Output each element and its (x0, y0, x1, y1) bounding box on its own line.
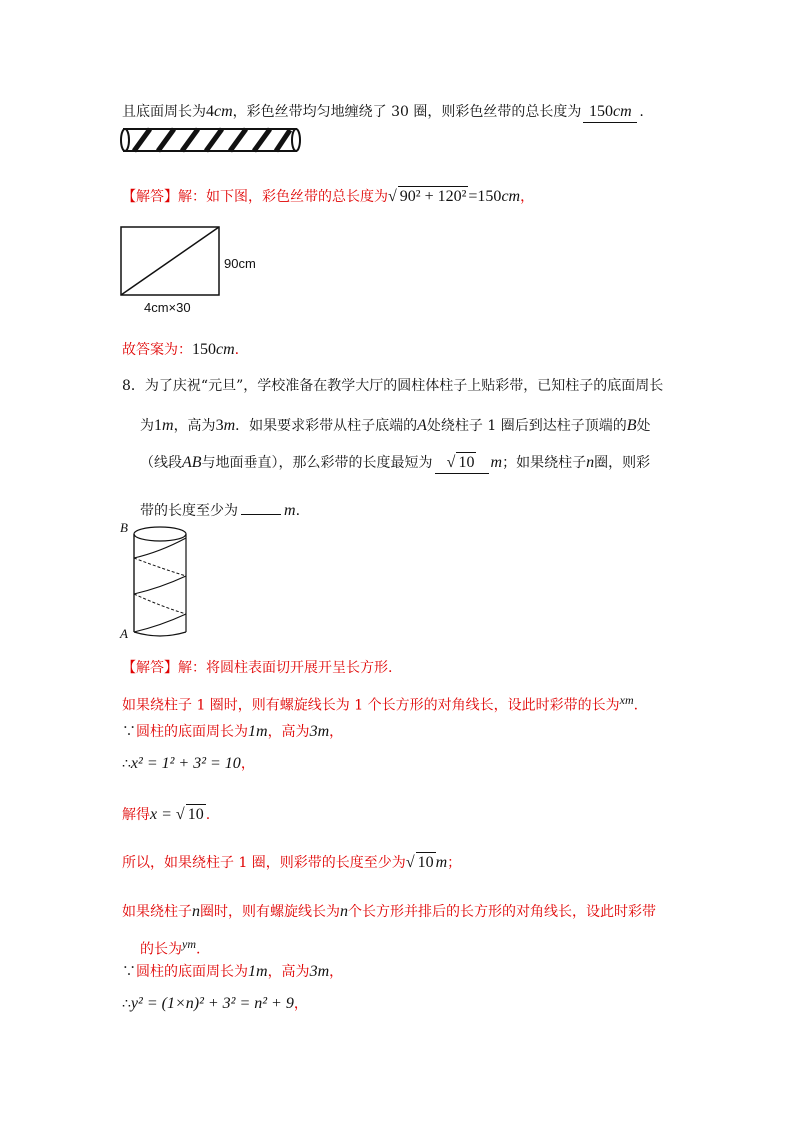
text-segment: 与地面垂直），那么彩带的长度最短为 (201, 455, 433, 471)
text-segment: . (295, 503, 301, 519)
solution-line (122, 754, 255, 774)
text-segment: . (205, 807, 211, 823)
text-segment: 圈时，则有螺旋线长为 (200, 904, 340, 920)
text-segment: 解得 (122, 807, 150, 823)
math-expression: √ 90² + 120² =150cm (388, 188, 521, 205)
text-segment: ， (240, 756, 255, 772)
text-segment: . (234, 342, 240, 358)
answer-line (122, 340, 239, 360)
solution-line (122, 690, 638, 716)
math-expression: √ 10 m (405, 854, 448, 871)
text-segment: 带的长度至少为 (140, 503, 238, 519)
empty-answer-blank (241, 500, 281, 515)
text-segment: 且底面周长为 (122, 104, 206, 120)
text-segment: . (633, 697, 639, 714)
math-value: 1m (248, 963, 268, 980)
question-text-line: 8．为了庆祝“元旦”，学校准备在教学大厅的圆柱体柱子上贴彩带，已知柱子的底面周长 (122, 378, 664, 394)
wrapped-cylinder-figure (120, 126, 302, 156)
unit-label: m (490, 454, 503, 471)
question-text-line (140, 452, 650, 474)
question-text-line (140, 500, 300, 521)
question-text-line (140, 416, 651, 436)
point-label: A (417, 417, 427, 434)
math-value: 1m (154, 417, 174, 434)
problem-text-line (122, 102, 644, 123)
segment-label: AB (182, 454, 202, 471)
therefore-symbol: ∴ (122, 996, 131, 1012)
math-expression: x = √ 10 (150, 806, 204, 823)
solution-line (122, 962, 343, 982)
because-symbol: ∵ (122, 964, 136, 980)
point-label-b: B (120, 520, 128, 535)
math-value: 150cm (192, 341, 235, 358)
variable-label: n (340, 903, 348, 920)
text-segment: 处绕柱子 1 圈后到达柱子顶端的 (426, 418, 627, 434)
solution-line (122, 658, 392, 678)
therefore-symbol: ∴ (122, 756, 131, 772)
because-symbol: ∵ (122, 724, 136, 740)
text-segment: 圆柱的底面周长为 (136, 964, 248, 980)
spiral-cylinder-figure (120, 522, 200, 646)
text-segment: ， (329, 964, 344, 980)
text-segment: 圈，则彩 (594, 455, 651, 471)
solution-line (122, 186, 534, 207)
text-segment: ，高为 (173, 418, 216, 434)
solution-line (122, 722, 343, 742)
math-value: 3m (309, 963, 330, 980)
text-segment: ，高为 (267, 964, 310, 980)
solution-line (122, 902, 656, 922)
text-segment: （线段 (140, 455, 182, 471)
solution-line (140, 934, 200, 960)
solution-line (122, 852, 461, 873)
text-segment: ，彩色丝带均匀地缠绕了 30 圈，则彩色丝带的总长度为 (232, 104, 582, 120)
math-expression: x² = 1² + 3² = 10 (130, 755, 241, 772)
text-segment: 故答案为： (122, 342, 192, 358)
math-expression: y² = (1×n)² + 3² = n² + 9 (130, 995, 294, 1012)
answer-blank: 150cm (583, 102, 637, 123)
point-label-a: A (120, 626, 128, 641)
math-value: 3m (309, 723, 330, 740)
variable-label: n (586, 454, 595, 471)
text-segment: ．如果要求彩带从柱子底端的 (235, 418, 418, 434)
text-segment: . (196, 941, 201, 958)
solution-line (122, 994, 308, 1014)
text-segment: 如果绕柱子 1 圈时，则有螺旋线长为 1 个长方形的对角线长，设此时彩带的长为 (122, 697, 620, 714)
math-value: 1m (248, 723, 268, 740)
text-segment: ， (329, 724, 344, 740)
text-segment: ， (520, 189, 535, 205)
rect-height-label: 90cm (224, 256, 256, 271)
text-segment: 处 (636, 418, 651, 434)
solution-tag: 【解答】 (122, 189, 178, 205)
text-segment: . (639, 104, 644, 120)
unit-label: m (284, 502, 296, 519)
solution-tag: 【解答】 (122, 660, 178, 676)
text-segment: ；如果绕柱子 (502, 455, 587, 471)
solution-line (122, 804, 210, 825)
text-segment: 如果绕柱子 (122, 904, 192, 920)
text-segment: 解：如下图，彩色丝带的总长度为 (178, 189, 388, 205)
text-segment: 个长方形并排后的长方形的对角线长，设此时彩带 (348, 904, 656, 920)
math-value: 4cm (206, 103, 233, 120)
text-segment: ； (447, 855, 462, 871)
point-label: B (626, 417, 637, 434)
text-segment: 解：将圆柱表面切开展开呈长方形. (178, 660, 393, 676)
text-segment: ，高为 (267, 724, 310, 740)
text-segment: 为 (140, 418, 154, 434)
variable-label: ym (182, 937, 196, 951)
text-segment: 所以，如果绕柱子 1 圈，则彩带的长度至少为 (122, 855, 406, 871)
variable-label: n (192, 903, 200, 920)
text-segment: 圆柱的底面周长为 (136, 724, 248, 740)
answer-blank: √ 10 (435, 452, 489, 474)
math-value: 3m (215, 417, 236, 434)
variable-label: xm (619, 693, 634, 707)
rect-width-label: 4cm×30 (144, 300, 191, 315)
text-segment: ， (293, 996, 308, 1012)
text-segment: 的长为 (140, 941, 182, 958)
